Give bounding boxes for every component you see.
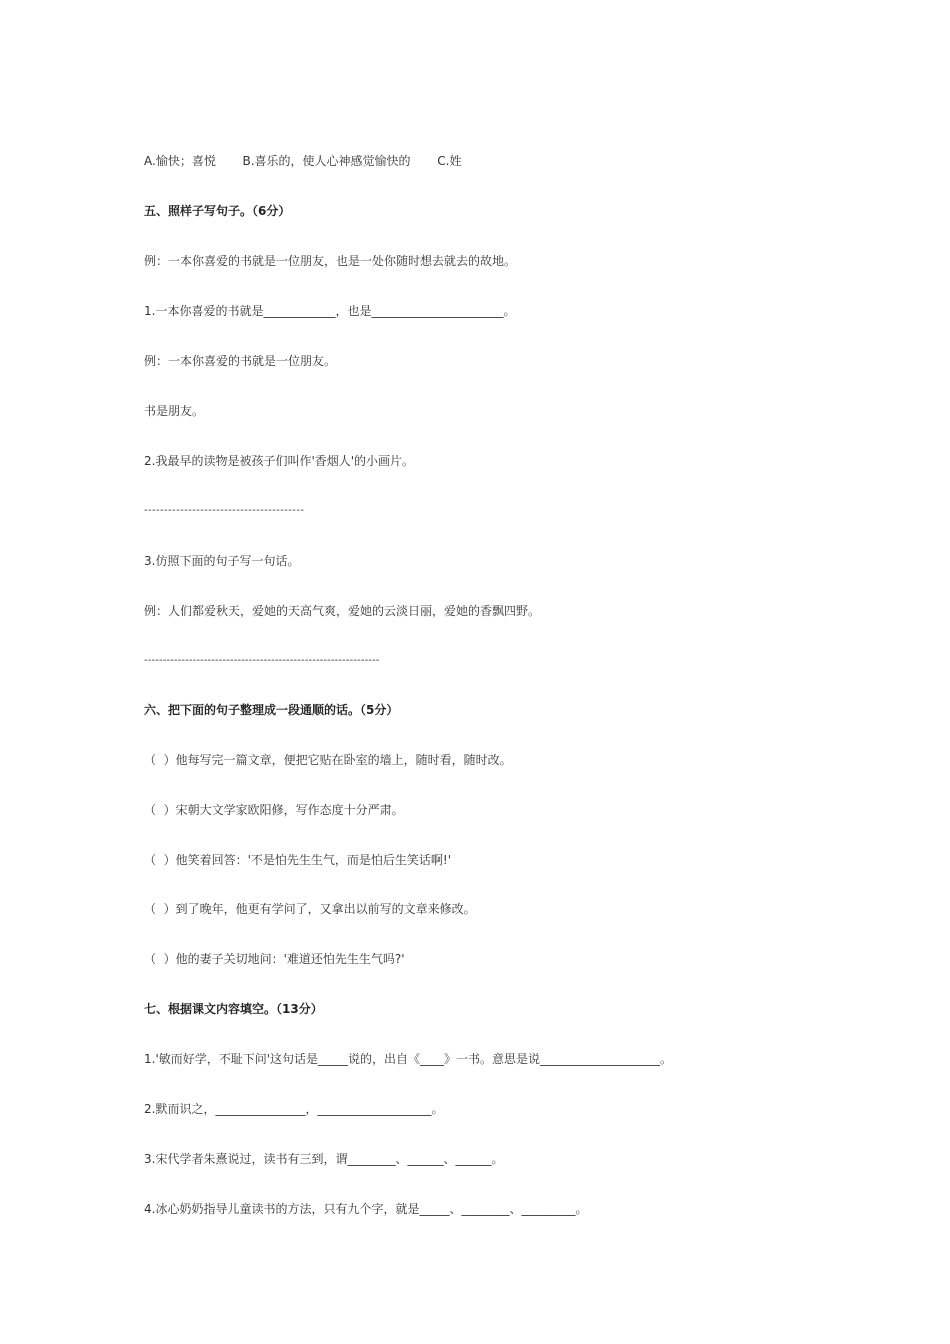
ordering-item: （ ）宋朝大文学家欧阳修，写作态度十分严肃。 [144, 803, 404, 817]
text-line: 书是朋友。 [144, 404, 205, 418]
fill-blank-question: 4.冰心奶奶指导儿童读书的方法，只有九个字，就是_____、________、_________。 [144, 1202, 588, 1216]
option-line: A.愉快；喜悦 B.喜乐的，使人心神感觉愉快的 C.姓 [144, 154, 462, 168]
example-line: 例：一本你喜爱的书就是一位朋友。 [144, 354, 337, 368]
example-line: 例：人们都爱秋天，爱她的天高气爽，爱她的云淡日丽，爱她的香飘四野。 [144, 604, 541, 618]
fill-blank-question: 1.'敏而好学，不耻下问'这句话是_____说的，出自《____》一书。意思是说____________________。 [144, 1052, 673, 1066]
answer-dash-line: ---------------------------------------- [144, 505, 305, 516]
ordering-item: （ ）他每写完一篇文章，便把它贴在卧室的墙上，随时看，随时改。 [144, 753, 512, 767]
answer-dash-line: --------------------------------------------------------------- [144, 655, 380, 666]
fill-blank-question: 2.默而识之，_______________，___________________。 [144, 1102, 444, 1116]
fill-blank-question: 3.宋代学者朱熹说过，读书有三到，谓________、______、______。 [144, 1152, 504, 1166]
ordering-item: （ ）他的妻子关切地问：'难道还怕先生生气吗?' [144, 952, 405, 966]
section-heading-5: 五、照样子写句子。（6分） [144, 204, 291, 218]
section-heading-6: 六、把下面的句子整理成一段通顺的话。（5分） [144, 703, 399, 717]
ordering-item: （ ）他笑着回答：'不是怕先生生气，而是怕后生笑话啊!' [144, 853, 452, 867]
question-line: 3.仿照下面的句子写一句话。 [144, 554, 300, 568]
question-line: 2.我最早的读物是被孩子们叫作'香烟人'的小画片。 [144, 454, 415, 468]
section-heading-7: 七、根据课文内容填空。（13分） [144, 1002, 323, 1016]
ordering-item: （ ）到了晚年，他更有学问了，又拿出以前写的文章来修改。 [144, 902, 476, 916]
question-line: 1.一本你喜爱的书就是____________，也是______________________。 [144, 304, 516, 318]
example-line: 例：一本你喜爱的书就是一位朋友，也是一处你随时想去就去的故地。 [144, 254, 517, 268]
